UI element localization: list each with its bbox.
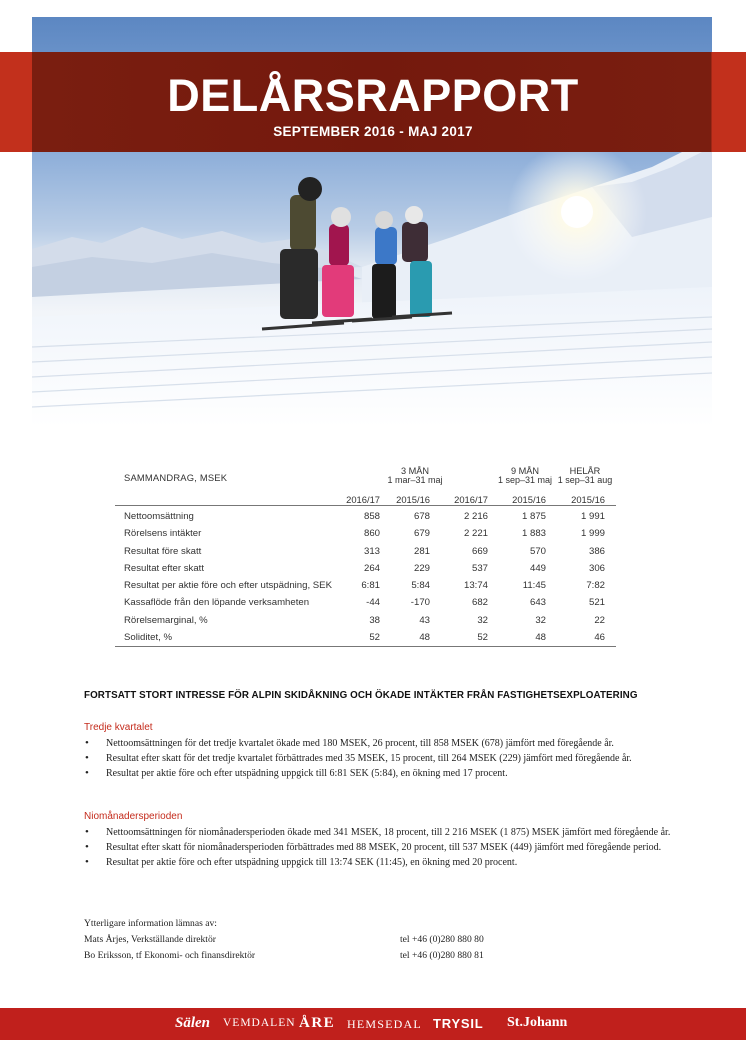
report-title: DELÅRSRAPPORT	[167, 70, 579, 121]
table-row	[115, 629, 616, 646]
cell: 2 216	[463, 511, 488, 522]
table-bottom-rule	[115, 646, 616, 647]
brand-logo-st-johann: St.Johann	[507, 1015, 568, 1030]
row-label: Rörelsemarginal, %	[124, 614, 208, 626]
cell: 11:45	[522, 580, 546, 592]
cell: 678	[413, 511, 430, 522]
cell: 281	[413, 545, 430, 557]
report-period: SEPTEMBER 2016 - MAJ 2017	[273, 124, 473, 139]
row-label: Soliditet, %	[124, 632, 172, 644]
table-row	[115, 560, 616, 577]
summary-table-body	[115, 506, 616, 646]
cell: -170	[410, 597, 430, 609]
cell: 449	[529, 562, 546, 574]
summary-table	[115, 466, 616, 647]
list-item: • Nettoomsättningen för det tredje kvartalet ökade med 180 MSEK, 26 procent, till 858 MSEK (678) jämfört med föregående år.	[84, 736, 674, 751]
cell: 52	[369, 632, 380, 644]
table-row	[115, 508, 616, 525]
brand-logo-salen: Sälen	[175, 1015, 211, 1031]
cell: 32	[477, 614, 488, 626]
cell: 46	[594, 632, 605, 644]
year-header: 2015/16	[571, 494, 605, 505]
cell: 682	[471, 597, 488, 609]
contact-info	[84, 916, 604, 964]
contact-name: Mats Årjes, Verkställande direktör	[84, 934, 216, 945]
cell: 22	[594, 614, 605, 626]
cell: 1 991	[580, 511, 605, 522]
list-item: • Resultat efter skatt för niomånadersperioden förbättrades med 88 MSEK, 20 procent, till 537 MSEK (449) jämfört med föregående period.	[84, 840, 674, 855]
cell: 858	[363, 511, 380, 522]
cell: 669	[471, 545, 488, 557]
cell: 1 999	[580, 528, 605, 540]
year-header: 2015/16	[512, 494, 546, 505]
cell: 386	[588, 545, 605, 557]
table-row	[115, 594, 616, 611]
cell: 48	[535, 632, 546, 644]
group-period: 1 sep–31 aug	[557, 475, 613, 485]
cell: -44	[366, 597, 380, 609]
bullet-list-nine-months	[84, 825, 674, 871]
table-row	[115, 612, 616, 629]
section-title-q3: Tredje kvartalet	[84, 722, 153, 733]
row-label: Kassaflöde från den löpande verksamheten	[124, 597, 310, 609]
row-label: Resultat före skatt	[124, 545, 202, 557]
contact-phone: tel +46 (0)280 880 81	[400, 950, 484, 961]
cell: 48	[419, 632, 430, 644]
row-label: Nettoomsättning	[124, 511, 194, 522]
row-label: Rörelsens intäkter	[124, 528, 202, 540]
section-title-nine-months: Niomånadersperioden	[84, 811, 183, 822]
cell: 860	[363, 528, 380, 540]
contact-intro: Ytterligare information lämnas av:	[84, 918, 217, 929]
list-item: • Resultat efter skatt för det tredje kvartalet förbättrades med 35 MSEK, 15 procent, till 264 MSEK (229) jämfört med föregående år.	[84, 751, 674, 766]
group-title: HELÅR	[569, 466, 601, 476]
table-row	[115, 525, 616, 542]
group-period: 1 sep–31 maj	[497, 475, 553, 485]
cell: 521	[588, 597, 605, 609]
contact-name: Bo Eriksson, tf Ekonomi- och finansdirektör	[84, 950, 256, 961]
cell: 2 221	[463, 528, 488, 540]
cell: 306	[588, 562, 605, 574]
cell: 1 883	[521, 528, 546, 540]
cell: 5:84	[411, 580, 430, 592]
cell: 13:74	[463, 580, 488, 592]
brand-logo-hemsedal: HEMSEDAL	[347, 1017, 422, 1031]
year-header: 2015/16	[396, 494, 430, 505]
cell: 52	[477, 632, 488, 644]
summary-table-header	[115, 466, 616, 506]
brand-footer	[0, 1008, 746, 1040]
cell: 6:81	[361, 580, 380, 592]
bullet-list-q3	[84, 736, 674, 782]
year-header: 2016/17	[454, 494, 488, 505]
cell: 1 875	[521, 511, 546, 522]
contact-row	[84, 932, 604, 948]
cell: 643	[529, 597, 546, 609]
contact-phone: tel +46 (0)280 880 80	[400, 934, 484, 945]
cell: 229	[413, 562, 430, 574]
group-period: 1 mar–31 maj	[387, 475, 443, 485]
group-title: 3 MÅN	[400, 466, 430, 476]
cell: 264	[363, 562, 380, 574]
table-row	[115, 577, 616, 594]
cell: 7:82	[586, 580, 605, 592]
table-row	[115, 543, 616, 560]
cell: 679	[413, 528, 430, 540]
row-label: Resultat efter skatt	[124, 562, 204, 574]
group-title: 9 MÅN	[510, 466, 540, 476]
brand-logo-trysil: TRYSIL	[433, 1016, 484, 1031]
title-banner	[0, 52, 746, 152]
cell: 43	[419, 614, 430, 626]
year-header: 2016/17	[346, 494, 380, 505]
list-item: • Resultat per aktie före och efter utspädning uppgick till 6:81 SEK (5:84), en ökning med 17 procent.	[84, 766, 674, 781]
summary-caption: SAMMANDRAG, MSEK	[124, 472, 228, 483]
cell: 313	[363, 545, 380, 557]
brand-logo-are: ÅRE	[299, 1015, 336, 1031]
cell: 32	[535, 614, 546, 626]
cell: 38	[369, 614, 380, 626]
list-item: • Resultat per aktie före och efter utspädning uppgick till 13:74 SEK (11:45), en ökning med 20 procent.	[84, 855, 674, 870]
group-header-full-year	[555, 467, 615, 485]
row-label: Resultat per aktie före och efter utspädning, SEK	[124, 580, 332, 592]
group-header-3-months	[360, 467, 470, 485]
brand-logo-vemdalen: VEMDALEN	[223, 1017, 296, 1029]
cell: 570	[529, 545, 546, 557]
contact-row	[84, 948, 604, 964]
list-item: • Nettoomsättningen för niomånadersperioden ökade med 341 MSEK, 18 procent, till 2 216 MSEK (1 875) MSEK jämfört med föregående år.	[84, 825, 674, 840]
report-headline: FORTSATT STORT INTRESSE FÖR ALPIN SKIDÅKNING OCH ÖKADE INTÄKTER FRÅN FASTIGHETSEXPLOATERING	[84, 690, 638, 701]
cell: 537	[471, 562, 488, 574]
